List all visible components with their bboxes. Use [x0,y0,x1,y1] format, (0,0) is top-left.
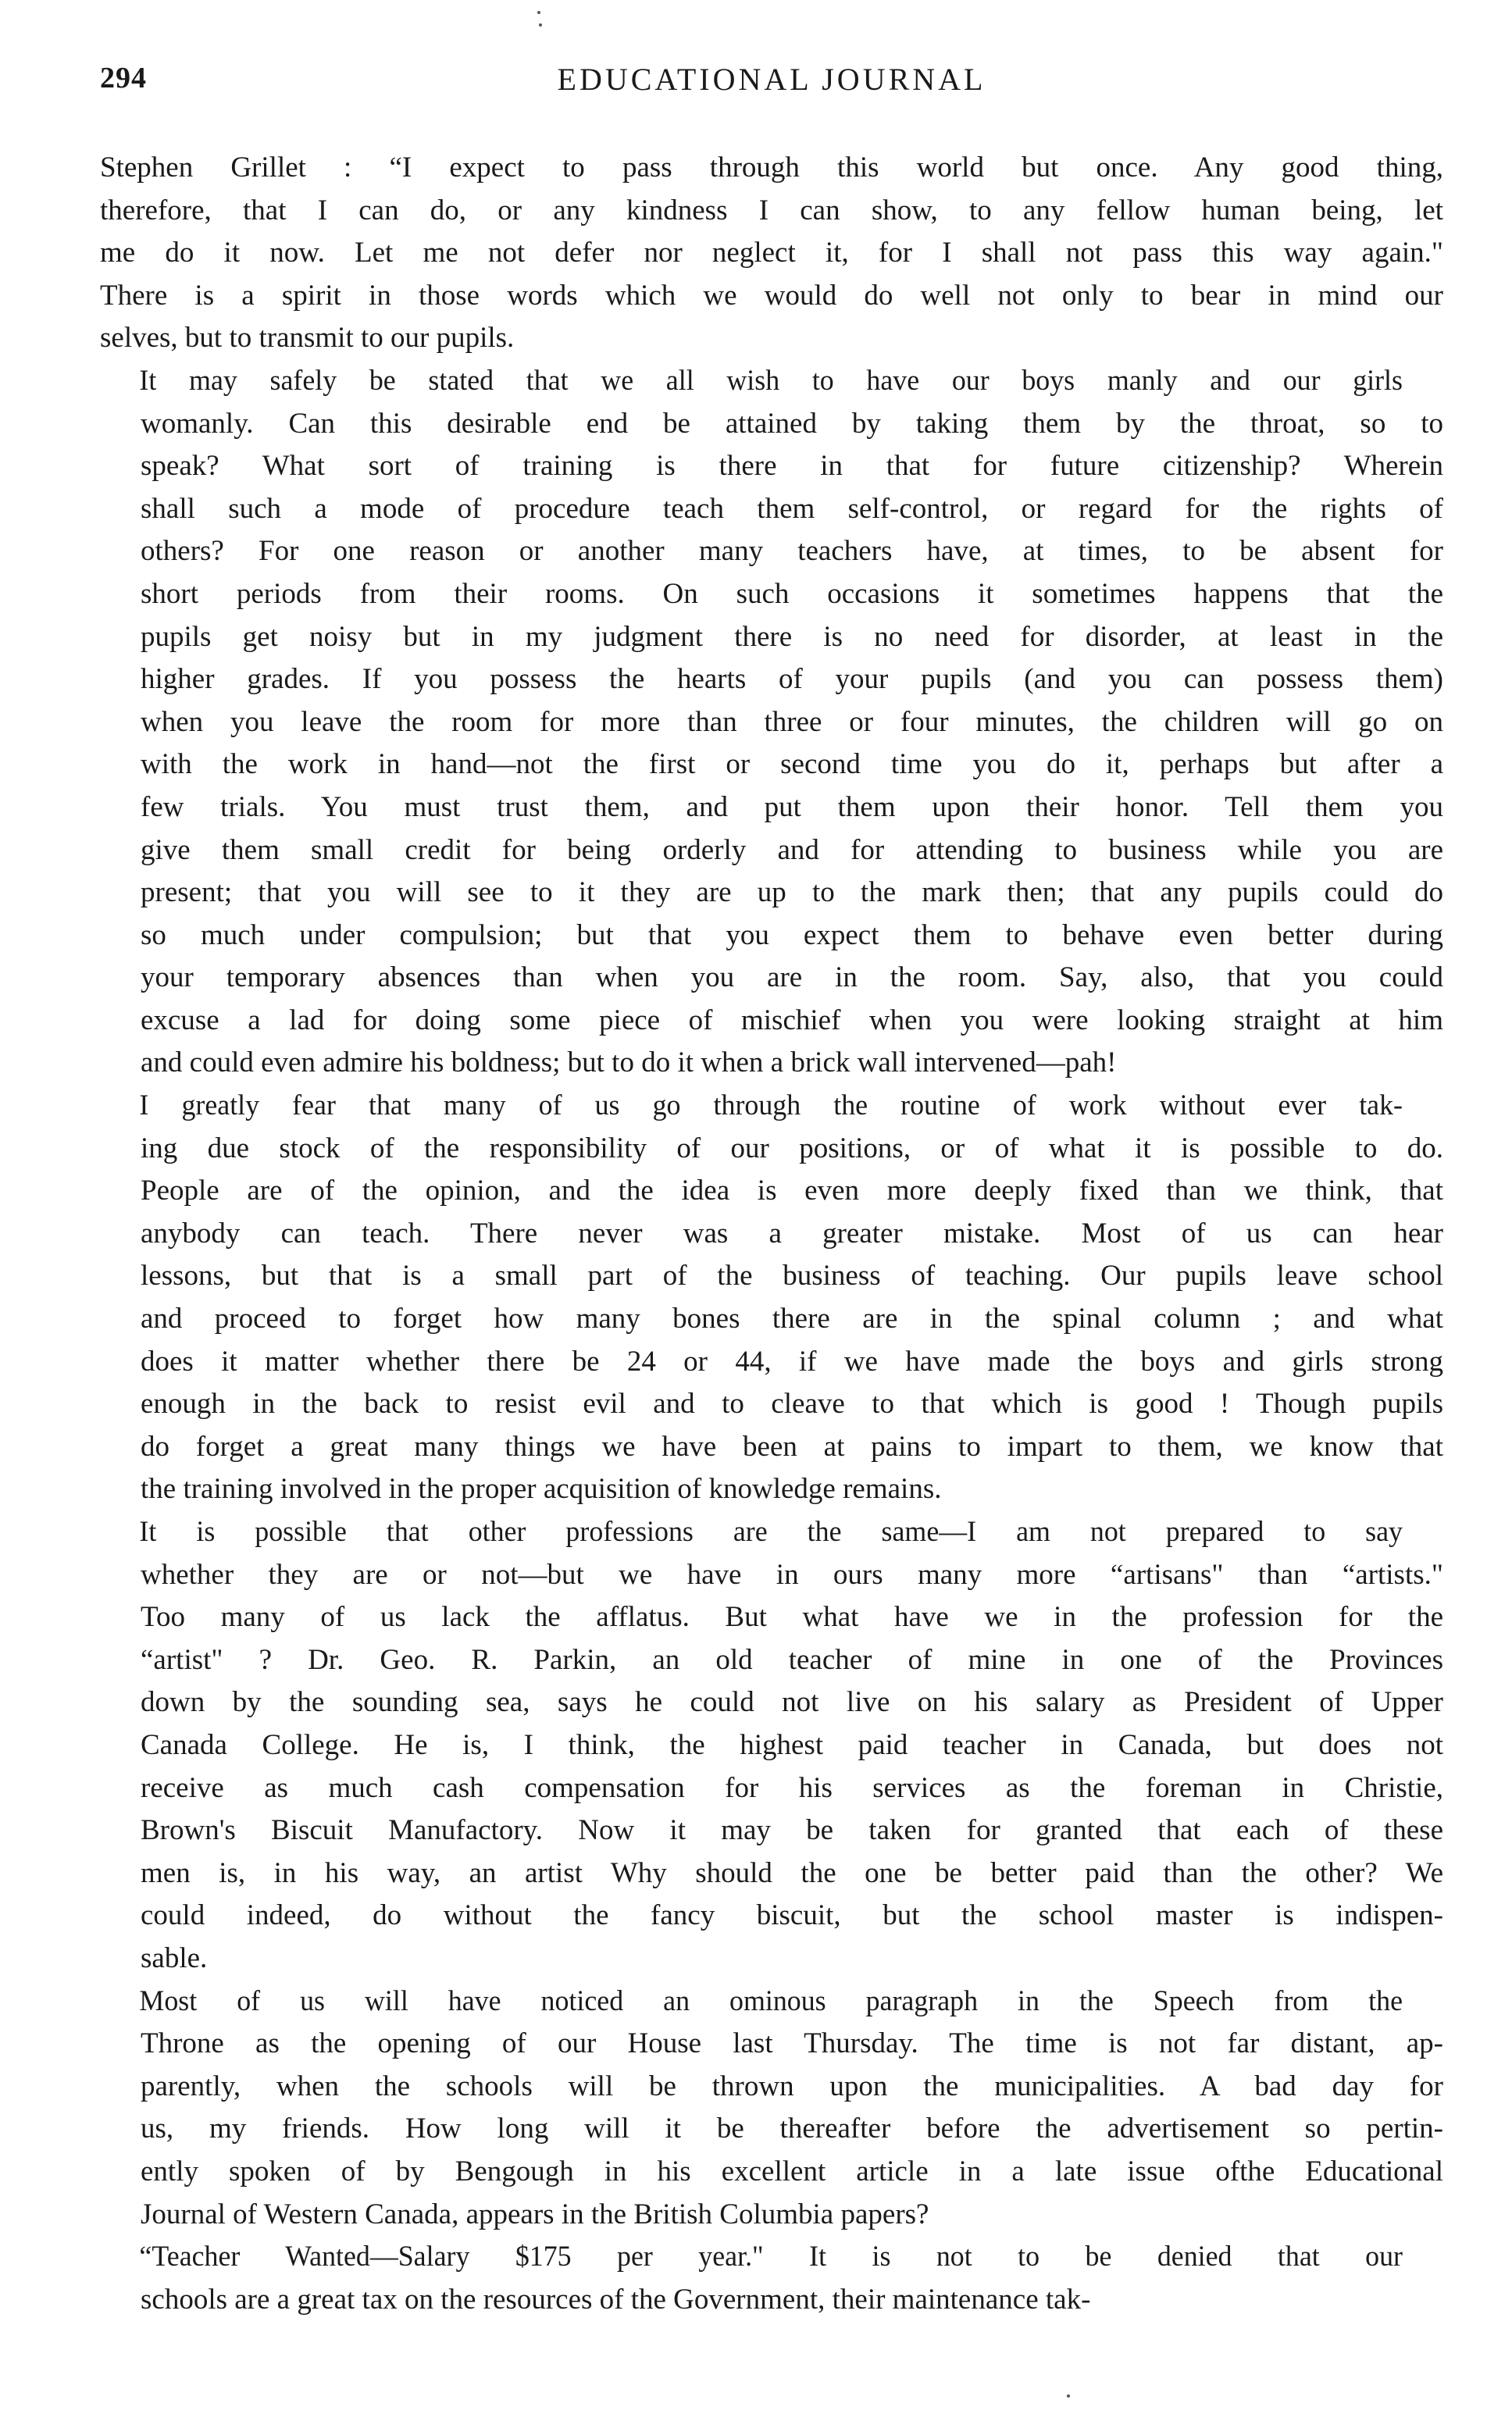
text-line: “Teacher Wanted—Salary $175 per year." It is not to be denied that our [139,2241,1403,2273]
text-line: It is possible that other professions are the same—I am not prepared to say [139,1516,1403,1548]
text-line: whether they are or not—but we have in ours many more “artisans" than “artists." [141,1558,1443,1591]
print-speck [539,23,542,27]
text-line: speak? What sort of training is there in that for future citizenship? Wherein [141,450,1443,483]
text-line: selves, but to transmit to our pupils. [100,322,515,355]
text-line: Most of us will have noticed an ominous paragraph in the Speech from the [139,1984,1403,2017]
text-line: with the work in hand—not the first or second time you do it, perhaps but after a [141,748,1443,781]
text-line: therefore, that I can do, or any kindness I can show, to any fellow human being, let [100,194,1443,226]
text-line: Too many of us lack the afflatus. But what have we in the profession for the [141,1601,1443,1634]
text-line: higher grades. If you possess the hearts of your pupils (and you can possess them) [141,663,1443,696]
text-line: us, my friends. How long will it be thereafter before the advertisement so pertin- [141,2113,1443,2145]
text-line: Canada College. He is, I think, the highest paid teacher in Canada, but does not [141,1728,1443,1761]
text-line: when you leave the room for more than three or four minutes, the children will go on [141,705,1443,738]
text-line: womanly. Can this desirable end be attained by taking them by the throat, so to [141,407,1443,440]
text-line: your temporary absences than when you are in the room. Say, also, that you could [141,961,1443,994]
text-line: short periods from their rooms. On such occasions it sometimes happens that the [141,577,1443,610]
text-line: Journal of Western Canada, appears in the British Columbia papers? [141,2198,929,2230]
text-line: anybody can teach. There never was a greater mistake. Most of us can hear [141,1217,1443,1250]
paragraph [100,147,1443,360]
text-line: me do it now. Let me not defer nor neglect it, for I shall not pass this way again." [100,237,1443,269]
text-line: present; that you will see to it they are up to the mark then; that any pupils could do [141,876,1443,909]
text-line: People are of the opinion, and the idea is even more deeply fixed than we think, that [141,1175,1443,1207]
paragraph [100,1085,1443,1511]
text-line: It may safely be stated that we all wish to have our boys manly and our girls [139,364,1403,397]
text-line: Brown's Biscuit Manufactory. Now it may be taken for granted that each of these [141,1814,1443,1847]
text-line: could indeed, do without the fancy biscuit, but the school master is indispen- [141,1899,1443,1932]
article-body [100,147,1443,2321]
text-line: enough in the back to resist evil and to cleave to that which is good ! Though pupils [141,1388,1443,1421]
text-line: ently spoken of by Bengough in his excellent article in a late issue ofthe Educational [141,2155,1443,2187]
text-line: receive as much cash compensation for his services as the foreman in Christie, [141,1771,1443,1804]
text-line: the training involved in the proper acquisition of knowledge remains. [141,1473,942,1506]
text-line: ing due stock of the responsibility of our positions, or of what it is possible to do. [141,1132,1443,1164]
text-line: do forget a great many things we have been at pains to impart to them, we know that [141,1430,1443,1463]
text-line: Throne as the opening of our House last Thursday. The time is not far distant, ap- [141,2027,1443,2060]
text-line: give them small credit for being orderly and for attending to business while you are [141,833,1443,866]
running-head: EDUCATIONAL JOURNAL [557,62,986,97]
text-line: so much under compulsion; but that you expect them to behave even better during [141,918,1443,951]
text-line: There is a spirit in those words which we would do well not only to bear in mind our [100,279,1443,312]
text-line: pupils get noisy but in my judgment there is no need for disorder, at least in the [141,620,1443,653]
paragraph [100,2236,1443,2321]
page-number: 294 [100,62,147,94]
paragraph [100,360,1443,1085]
text-line: others? For one reason or another many teachers have, at times, to be absent for [141,535,1443,568]
print-speck [1067,2394,1070,2398]
text-line: shall such a mode of procedure teach them self-control, or regard for the rights of [141,492,1443,525]
text-line: does it matter whether there be 24 or 44, if we have made the boys and girls strong [141,1345,1443,1378]
text-line: “artist" ? Dr. Geo. R. Parkin, an old teacher of mine in one of the Provinces [141,1643,1443,1676]
text-line: and could even admire his boldness; but to do it when a brick wall intervened—pah! [141,1046,1117,1079]
text-line: parently, when the schools will be thrown upon the municipalities. A bad day for [141,2070,1443,2102]
text-line: I greatly fear that many of us go through the routine of work without ever tak- [139,1089,1403,1122]
text-line: and proceed to forget how many bones there are in the spinal column ; and what [141,1303,1443,1335]
paragraph [100,1511,1443,1981]
text-line: down by the sounding sea, says he could not live on his salary as President of Upper [141,1686,1443,1719]
text-line: Stephen Grillet : “I expect to pass through this world but once. Any good thing, [100,152,1443,184]
text-line: excuse a lad for doing some piece of mischief when you were looking straight at him [141,1004,1443,1036]
text-line: sable. [141,1941,208,1974]
page-header [100,61,1443,108]
print-speck [537,11,540,14]
text-line: schools are a great tax on the resources of the Government, their maintenance tak- [141,2283,1091,2316]
text-line: men is, in his way, an artist Why should the one be better paid than the other? We [141,1856,1443,1889]
paragraph [100,1981,1443,2237]
text-line: lessons, but that is a small part of the business of teaching. Our pupils leave school [141,1260,1443,1293]
text-line: few trials. You must trust them, and put them upon their honor. Tell them you [141,790,1443,823]
